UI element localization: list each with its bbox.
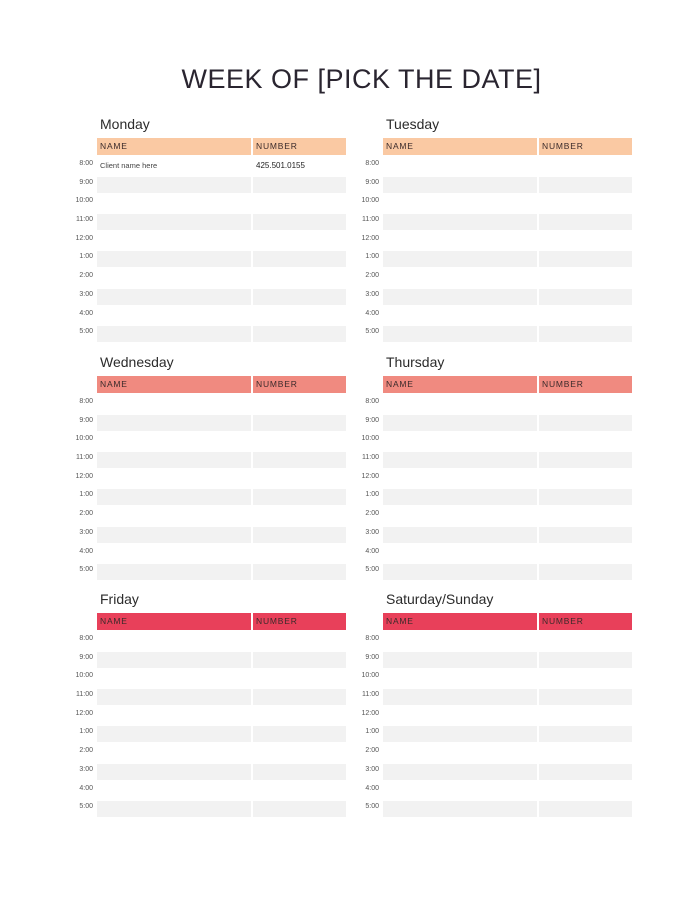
name-cell[interactable] bbox=[97, 471, 251, 487]
schedule-row bbox=[349, 651, 649, 670]
schedule-row bbox=[349, 395, 649, 414]
schedule-row bbox=[349, 414, 649, 433]
number-cell[interactable] bbox=[539, 745, 632, 761]
schedule-row bbox=[349, 488, 649, 507]
name-cell[interactable] bbox=[97, 633, 251, 649]
time-label: 8:00 bbox=[79, 398, 93, 405]
schedule-row bbox=[349, 325, 649, 344]
number-cell[interactable] bbox=[539, 726, 632, 742]
schedule-row bbox=[63, 470, 363, 489]
schedule-row bbox=[63, 763, 363, 782]
number-cell[interactable] bbox=[253, 195, 346, 211]
column-header-name: NAME bbox=[97, 376, 251, 393]
time-label: 4:00 bbox=[79, 547, 93, 555]
day-title-wednesday: Wednesday bbox=[100, 354, 174, 370]
name-cell[interactable] bbox=[97, 251, 251, 267]
schedule-row bbox=[63, 288, 363, 307]
number-cell[interactable] bbox=[539, 396, 632, 412]
time-label: 2:00 bbox=[365, 747, 379, 755]
time-label: 10:00 bbox=[361, 672, 379, 680]
schedule-row bbox=[63, 488, 363, 507]
name-cell[interactable] bbox=[383, 270, 537, 286]
time-label: 9:00 bbox=[365, 416, 379, 424]
schedule-row bbox=[63, 432, 363, 451]
time-label: 3:00 bbox=[79, 290, 93, 298]
name-cell[interactable] bbox=[383, 158, 537, 174]
number-cell[interactable] bbox=[539, 764, 632, 780]
time-label: 4:00 bbox=[79, 784, 93, 792]
time-label: 5:00 bbox=[365, 328, 379, 336]
name-cell[interactable] bbox=[97, 308, 251, 324]
schedule-row bbox=[63, 194, 363, 213]
schedule-row bbox=[63, 213, 363, 232]
time-label: 11:00 bbox=[362, 216, 379, 224]
schedule-row bbox=[63, 451, 363, 470]
time-label: 3:00 bbox=[365, 765, 379, 773]
schedule-row bbox=[63, 563, 363, 582]
number-cell[interactable] bbox=[253, 251, 346, 267]
name-cell[interactable] bbox=[97, 726, 251, 742]
number-cell[interactable] bbox=[539, 652, 632, 668]
number-cell[interactable] bbox=[253, 652, 346, 668]
number-cell[interactable] bbox=[539, 415, 632, 431]
number-cell[interactable] bbox=[539, 801, 632, 817]
schedule-row bbox=[349, 632, 649, 651]
time-label: 4:00 bbox=[365, 547, 379, 555]
name-cell[interactable] bbox=[383, 564, 537, 580]
time-label: 9:00 bbox=[365, 653, 379, 661]
schedule-row bbox=[349, 763, 649, 782]
schedule-row bbox=[349, 470, 649, 489]
time-label: 2:00 bbox=[79, 510, 93, 518]
time-label: 10:00 bbox=[75, 672, 93, 680]
schedule-row bbox=[349, 176, 649, 195]
name-cell[interactable] bbox=[97, 452, 251, 468]
number-cell[interactable] bbox=[253, 177, 346, 193]
number-cell[interactable] bbox=[539, 546, 632, 562]
name-cell[interactable] bbox=[97, 433, 251, 449]
schedule-rows bbox=[63, 395, 363, 582]
number-cell[interactable] bbox=[253, 270, 346, 286]
number-cell[interactable] bbox=[253, 633, 346, 649]
time-label: 12:00 bbox=[75, 234, 93, 242]
column-header-name: NAME bbox=[383, 376, 537, 393]
time-label: 1:00 bbox=[79, 253, 93, 261]
number-cell[interactable] bbox=[253, 564, 346, 580]
number-cell[interactable] bbox=[539, 177, 632, 193]
day-title-monday: Monday bbox=[100, 116, 150, 132]
schedule-row bbox=[63, 651, 363, 670]
column-header-number: NUMBER bbox=[253, 376, 346, 393]
day-title-weekend: Saturday/Sunday bbox=[386, 591, 494, 607]
number-cell[interactable] bbox=[253, 289, 346, 305]
name-cell[interactable] bbox=[383, 633, 537, 649]
name-cell[interactable] bbox=[97, 326, 251, 342]
name-cell[interactable] bbox=[97, 783, 251, 799]
number-cell[interactable] bbox=[539, 489, 632, 505]
name-cell[interactable] bbox=[97, 689, 251, 705]
schedule-row bbox=[63, 782, 363, 801]
number-cell[interactable]: 425.501.0155 bbox=[256, 161, 305, 170]
time-label: 1:00 bbox=[365, 728, 379, 736]
schedule-rows bbox=[349, 632, 649, 819]
time-label: 3:00 bbox=[365, 528, 379, 536]
time-label: 12:00 bbox=[361, 472, 379, 480]
time-label: 12:00 bbox=[361, 709, 379, 717]
number-cell[interactable] bbox=[539, 195, 632, 211]
number-cell[interactable] bbox=[253, 546, 346, 562]
schedule-row bbox=[63, 395, 363, 414]
time-label: 2:00 bbox=[365, 510, 379, 518]
time-label: 4:00 bbox=[79, 309, 93, 317]
name-cell[interactable] bbox=[383, 527, 537, 543]
number-cell[interactable] bbox=[253, 326, 346, 342]
schedule-row bbox=[63, 744, 363, 763]
time-label: 11:00 bbox=[362, 691, 379, 699]
time-label: 5:00 bbox=[79, 566, 93, 574]
name-cell[interactable] bbox=[383, 396, 537, 412]
time-label: 3:00 bbox=[79, 528, 93, 536]
number-cell[interactable] bbox=[253, 508, 346, 524]
number-cell[interactable] bbox=[253, 801, 346, 817]
schedule-row bbox=[349, 744, 649, 763]
time-label: 1:00 bbox=[79, 491, 93, 499]
time-label: 4:00 bbox=[365, 309, 379, 317]
number-cell[interactable] bbox=[539, 233, 632, 249]
number-cell[interactable] bbox=[539, 452, 632, 468]
number-cell[interactable] bbox=[253, 471, 346, 487]
number-cell[interactable] bbox=[539, 708, 632, 724]
name-cell[interactable] bbox=[383, 670, 537, 686]
time-label: 5:00 bbox=[79, 328, 93, 336]
number-cell[interactable] bbox=[253, 745, 346, 761]
column-header-name: NAME bbox=[97, 613, 251, 630]
name-cell[interactable] bbox=[383, 195, 537, 211]
page-title: WEEK OF [PICK THE DATE] bbox=[181, 64, 542, 94]
name-cell[interactable] bbox=[97, 527, 251, 543]
name-cell[interactable] bbox=[383, 508, 537, 524]
number-cell[interactable] bbox=[253, 764, 346, 780]
schedule-row bbox=[349, 545, 649, 564]
column-header-number: NUMBER bbox=[253, 613, 346, 630]
schedule-row bbox=[349, 707, 649, 726]
name-cell[interactable] bbox=[97, 270, 251, 286]
schedule-row bbox=[63, 800, 363, 819]
schedule-row bbox=[63, 157, 363, 176]
name-cell[interactable] bbox=[97, 546, 251, 562]
schedule-row bbox=[349, 213, 649, 232]
schedule-row bbox=[349, 800, 649, 819]
name-cell[interactable] bbox=[383, 452, 537, 468]
number-cell[interactable] bbox=[539, 289, 632, 305]
number-cell[interactable] bbox=[539, 508, 632, 524]
schedule-row bbox=[349, 688, 649, 707]
schedule-row bbox=[349, 669, 649, 688]
name-cell[interactable] bbox=[383, 415, 537, 431]
name-cell[interactable] bbox=[383, 289, 537, 305]
name-cell[interactable] bbox=[97, 289, 251, 305]
name-cell[interactable] bbox=[383, 652, 537, 668]
number-cell[interactable] bbox=[539, 433, 632, 449]
name-cell[interactable] bbox=[383, 177, 537, 193]
number-cell[interactable] bbox=[539, 527, 632, 543]
time-label: 8:00 bbox=[365, 160, 379, 167]
schedule-rows bbox=[63, 157, 363, 344]
time-label: 11:00 bbox=[76, 454, 93, 462]
number-cell[interactable] bbox=[253, 415, 346, 431]
number-cell[interactable] bbox=[253, 527, 346, 543]
schedule-row bbox=[63, 526, 363, 545]
time-label: 8:00 bbox=[365, 398, 379, 405]
number-cell[interactable] bbox=[253, 726, 346, 742]
schedule-row bbox=[349, 269, 649, 288]
name-cell[interactable] bbox=[97, 745, 251, 761]
name-cell[interactable] bbox=[97, 508, 251, 524]
schedule-rows bbox=[349, 157, 649, 344]
number-cell[interactable] bbox=[253, 308, 346, 324]
name-cell[interactable] bbox=[97, 177, 251, 193]
name-cell[interactable] bbox=[97, 195, 251, 211]
schedule-row bbox=[63, 250, 363, 269]
schedule-row bbox=[63, 545, 363, 564]
number-cell[interactable] bbox=[539, 214, 632, 230]
name-cell[interactable] bbox=[383, 251, 537, 267]
name-cell[interactable] bbox=[97, 670, 251, 686]
time-label: 12:00 bbox=[75, 709, 93, 717]
name-cell[interactable] bbox=[383, 471, 537, 487]
time-label: 8:00 bbox=[365, 635, 379, 642]
time-label: 4:00 bbox=[365, 784, 379, 792]
schedule-row bbox=[63, 176, 363, 195]
schedule-row bbox=[63, 307, 363, 326]
time-label: 10:00 bbox=[75, 197, 93, 205]
number-cell[interactable] bbox=[539, 670, 632, 686]
number-cell[interactable] bbox=[253, 708, 346, 724]
schedule-row bbox=[349, 507, 649, 526]
name-cell[interactable] bbox=[97, 652, 251, 668]
time-label: 10:00 bbox=[361, 197, 379, 205]
name-cell[interactable] bbox=[97, 708, 251, 724]
time-label: 9:00 bbox=[79, 416, 93, 424]
column-header-name: NAME bbox=[383, 613, 537, 630]
time-label: 12:00 bbox=[361, 234, 379, 242]
time-label: 2:00 bbox=[79, 747, 93, 755]
number-cell[interactable] bbox=[539, 471, 632, 487]
name-cell[interactable] bbox=[383, 783, 537, 799]
time-label: 8:00 bbox=[79, 160, 93, 167]
time-label: 5:00 bbox=[79, 803, 93, 811]
number-cell[interactable] bbox=[539, 783, 632, 799]
name-cell[interactable] bbox=[97, 489, 251, 505]
schedule-row bbox=[63, 632, 363, 651]
name-cell[interactable] bbox=[383, 708, 537, 724]
day-title-tuesday: Tuesday bbox=[386, 116, 440, 132]
number-cell[interactable] bbox=[539, 633, 632, 649]
number-cell[interactable] bbox=[253, 433, 346, 449]
name-cell[interactable] bbox=[383, 801, 537, 817]
number-cell[interactable] bbox=[539, 564, 632, 580]
number-cell[interactable] bbox=[253, 489, 346, 505]
column-header-number: NUMBER bbox=[539, 613, 632, 630]
number-cell[interactable] bbox=[253, 214, 346, 230]
schedule-row bbox=[349, 194, 649, 213]
schedule-row bbox=[349, 782, 649, 801]
time-label: 10:00 bbox=[361, 435, 379, 443]
schedule-row bbox=[63, 414, 363, 433]
schedule-row bbox=[63, 688, 363, 707]
schedule-row bbox=[349, 432, 649, 451]
column-header-number: NUMBER bbox=[539, 376, 632, 393]
name-cell[interactable] bbox=[383, 326, 537, 342]
name-cell[interactable] bbox=[383, 308, 537, 324]
name-cell[interactable] bbox=[97, 214, 251, 230]
name-cell[interactable] bbox=[383, 745, 537, 761]
number-cell[interactable] bbox=[253, 689, 346, 705]
number-cell[interactable] bbox=[253, 783, 346, 799]
name-cell[interactable] bbox=[383, 433, 537, 449]
column-header-name: NAME bbox=[383, 138, 537, 155]
time-label: 2:00 bbox=[79, 272, 93, 280]
time-label: 2:00 bbox=[365, 272, 379, 280]
number-cell[interactable] bbox=[539, 308, 632, 324]
name-cell[interactable] bbox=[383, 726, 537, 742]
name-cell[interactable] bbox=[97, 764, 251, 780]
time-label: 1:00 bbox=[365, 491, 379, 499]
schedule-row bbox=[349, 232, 649, 251]
schedule-row bbox=[349, 451, 649, 470]
time-label: 8:00 bbox=[79, 635, 93, 642]
time-label: 9:00 bbox=[79, 653, 93, 661]
column-header-name: NAME bbox=[97, 138, 251, 155]
name-cell[interactable]: Client name here bbox=[100, 161, 158, 170]
time-label: 12:00 bbox=[75, 472, 93, 480]
schedule-row bbox=[349, 307, 649, 326]
schedule-row bbox=[349, 157, 649, 176]
column-header-number: NUMBER bbox=[539, 138, 632, 155]
schedule-rows bbox=[63, 632, 363, 819]
schedule-row bbox=[349, 288, 649, 307]
name-cell[interactable] bbox=[97, 233, 251, 249]
time-label: 5:00 bbox=[365, 566, 379, 574]
name-cell[interactable] bbox=[383, 233, 537, 249]
time-label: 10:00 bbox=[75, 435, 93, 443]
time-label: 11:00 bbox=[76, 216, 93, 224]
number-cell[interactable] bbox=[539, 158, 632, 174]
schedule-row bbox=[63, 669, 363, 688]
number-cell[interactable] bbox=[539, 270, 632, 286]
time-label: 9:00 bbox=[365, 178, 379, 186]
number-cell[interactable] bbox=[253, 233, 346, 249]
time-label: 3:00 bbox=[79, 765, 93, 773]
name-cell[interactable] bbox=[383, 489, 537, 505]
schedule-row bbox=[63, 507, 363, 526]
schedule-row bbox=[63, 725, 363, 744]
number-cell[interactable] bbox=[539, 251, 632, 267]
schedule-rows bbox=[349, 395, 649, 582]
number-cell[interactable] bbox=[539, 689, 632, 705]
schedule-row bbox=[63, 325, 363, 344]
day-title-thursday: Thursday bbox=[386, 354, 445, 370]
schedule-row bbox=[349, 725, 649, 744]
name-cell[interactable] bbox=[383, 689, 537, 705]
day-title-friday: Friday bbox=[100, 591, 139, 607]
time-label: 1:00 bbox=[365, 253, 379, 261]
number-cell[interactable] bbox=[253, 396, 346, 412]
schedule-row bbox=[63, 269, 363, 288]
number-cell[interactable] bbox=[539, 326, 632, 342]
schedule-row bbox=[63, 707, 363, 726]
column-header-number: NUMBER bbox=[253, 138, 346, 155]
time-label: 11:00 bbox=[76, 691, 93, 699]
time-label: 1:00 bbox=[79, 728, 93, 736]
name-cell[interactable] bbox=[383, 214, 537, 230]
schedule-row bbox=[349, 563, 649, 582]
time-label: 3:00 bbox=[365, 290, 379, 298]
name-cell[interactable] bbox=[97, 415, 251, 431]
schedule-row bbox=[349, 526, 649, 545]
time-label: 9:00 bbox=[79, 178, 93, 186]
schedule-row bbox=[63, 232, 363, 251]
name-cell[interactable] bbox=[383, 764, 537, 780]
schedule-row bbox=[349, 250, 649, 269]
time-label: 5:00 bbox=[365, 803, 379, 811]
name-cell[interactable] bbox=[97, 801, 251, 817]
name-cell[interactable] bbox=[97, 396, 251, 412]
number-cell[interactable] bbox=[253, 452, 346, 468]
time-label: 11:00 bbox=[362, 454, 379, 462]
name-cell[interactable] bbox=[383, 546, 537, 562]
number-cell[interactable] bbox=[253, 670, 346, 686]
name-cell[interactable] bbox=[97, 564, 251, 580]
